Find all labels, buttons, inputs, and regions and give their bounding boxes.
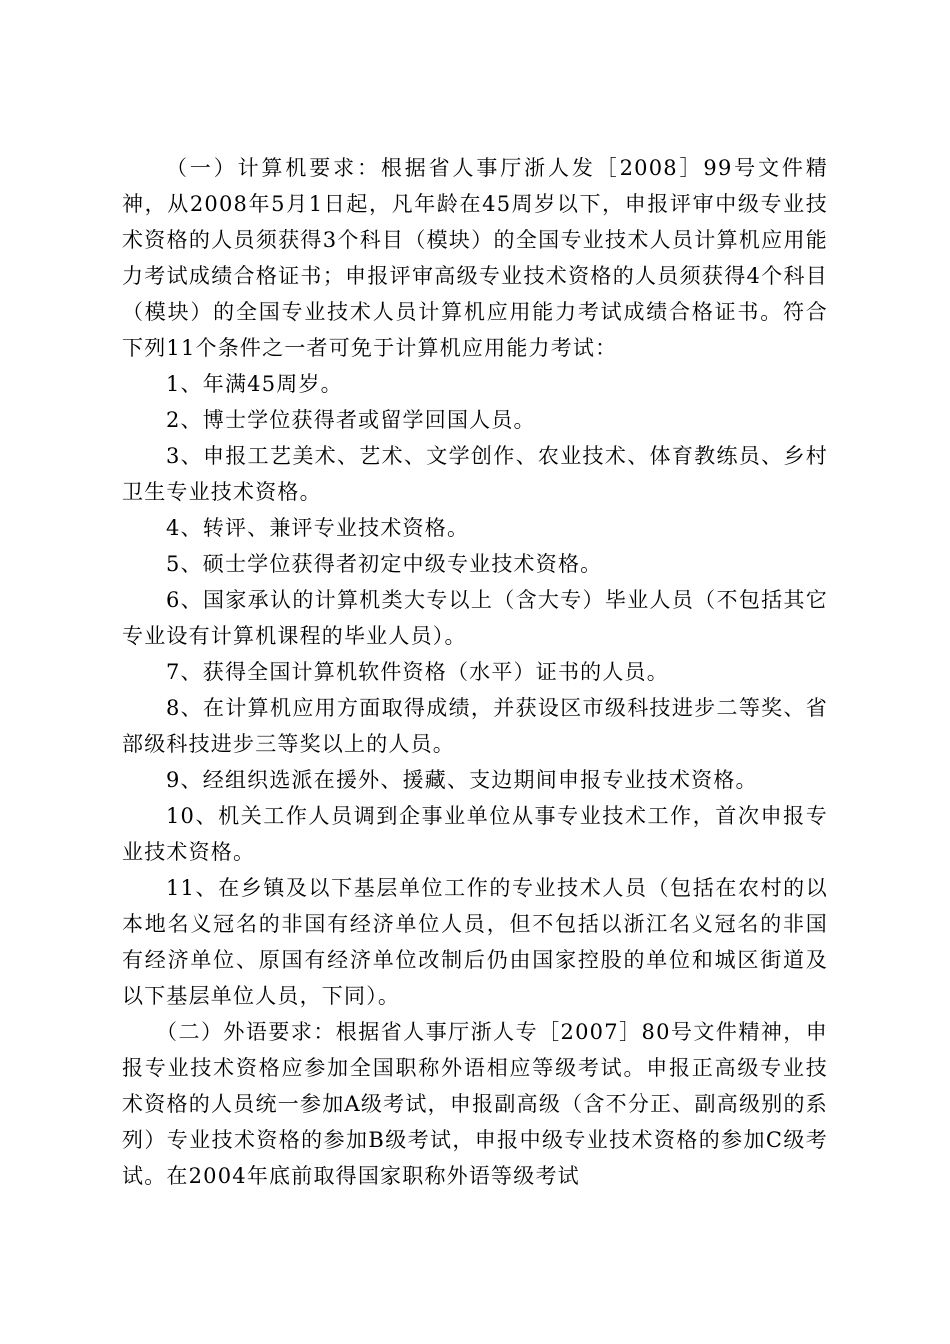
document-body <box>122 150 828 1194</box>
list-item-6: 6、国家承认的计算机类大专以上（含大专）毕业人员（不包括其它专业设有计算机课程的毕业人员）。 <box>122 588 828 648</box>
list-item-2: 2、博士学位获得者或留学回国人员。 <box>166 408 536 432</box>
paragraph-language-requirements: （二）外语要求：根据省人事厅浙人专［2007］80号文件精神，申报专业技术资格应参加全国职称外语相应等级考试。申报正高级专业技术资格的人员统一参加A级考试，申报副高级（含不分正、副高级别的系列）专业技术资格的参加B级考试，申报中级专业技术资格的参加C级考试。在2004年底前取得国家职称外语等级考试 <box>122 1020 828 1188</box>
list-item-5: 5、硕士学位获得者初定中级专业技术资格。 <box>166 552 603 576</box>
list-item-8: 8、在计算机应用方面取得成绩，并获设区市级科技进步二等奖、省部级科技进步三等奖以上的人员。 <box>122 696 828 756</box>
list-item-10: 10、机关工作人员调到企事业单位从事专业技术工作，首次申报专业技术资格。 <box>122 804 828 864</box>
list-item-7: 7、获得全国计算机软件资格（水平）证书的人员。 <box>166 660 669 684</box>
list-item-4: 4、转评、兼评专业技术资格。 <box>166 516 470 540</box>
paragraph-computer-requirements: （一）计算机要求：根据省人事厅浙人发［2008］99号文件精神，从2008年5月1日起，凡年龄在45周岁以下，申报评审中级专业技术资格的人员须获得3个科目（模块）的全国专业技术人员计算机应用能力考试成绩合格证书；申报评审高级专业技术资格的人员须获得4个科目（模块）的全国专业技术人员计算机应用能力考试成绩合格证书。符合下列11个条件之一者可免于计算机应用能力考试： <box>122 156 828 360</box>
list-item-3: 3、申报工艺美术、艺术、文学创作、农业技术、体育教练员、乡村卫生专业技术资格。 <box>122 444 828 504</box>
list-item-11: 11、在乡镇及以下基层单位工作的专业技术人员（包括在农村的以本地名义冠名的非国有经济单位人员，但不包括以浙江名义冠名的非国有经济单位、原国有经济单位改制后仍由国家控股的单位和城区街道及以下基层单位人员，下同）。 <box>122 876 828 1008</box>
list-item-9: 9、经组织选派在援外、援藏、支边期间申报专业技术资格。 <box>166 768 758 792</box>
list-item-1: 1、年满45周岁。 <box>166 372 343 396</box>
